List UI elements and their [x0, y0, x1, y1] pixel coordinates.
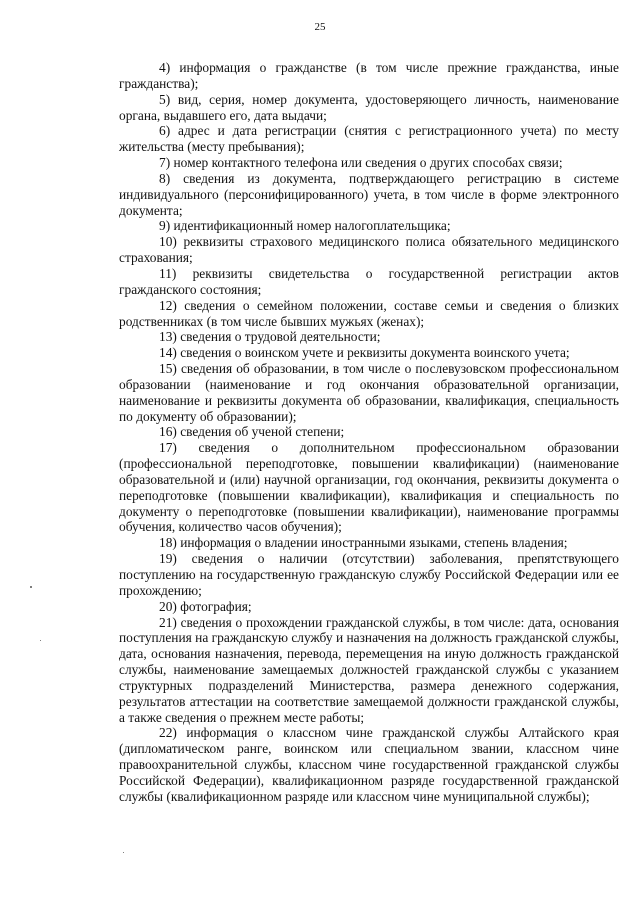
list-item: 7) номер контактного телефона или сведения о других способах связи;: [159, 155, 563, 171]
list-item: 20) фотография;: [159, 598, 252, 614]
list-item: 19) сведения о наличии (отсутствии) заболевания, препятствующего поступлению на государственную гражданскую службу Российской Федерации или ее прохождению;: [119, 551, 619, 598]
list-item: 4) информация о гражданстве (в том числе прежние гражданства, иные гражданства);: [119, 60, 619, 91]
list-item: 12) сведения о семейном положении, составе семьи и сведения о близких родственниках (в том числе бывших мужьях (женах);: [119, 297, 619, 329]
list-item: 16) сведения об ученой степени;: [159, 424, 345, 440]
list-item: 21) сведения о прохождении гражданской службы, в том числе: дата, основания поступления на гражданскую службу и назначения на должность гражданской службы, дата, основания назначения, перевода, перемещения на иную должность гражданской службы, наименование замещаемых должностей гражданской службы с указанием структурных подразделений Министерства, размера денежного содержания, результатов аттестации на соответствие замещаемой должности гражданской службы, а также сведения о прежнем месте работы;: [119, 614, 619, 725]
list-item: 13) сведения о трудовой деятельности;: [159, 329, 381, 345]
list-item: 11) реквизиты свидетельства о государственной регистрации актов гражданского состояния;: [119, 265, 619, 297]
list-item: 9) идентификационный номер налогоплательщика;: [159, 218, 451, 234]
list-item: 15) сведения об образовании, в том числе о послевузовском профессиональном образовании (наименование и год окончания образовательной организации, наименование и реквизиты документа об образовании, квалификация, специальность по документу об образовании);: [119, 361, 619, 424]
list-item: 17) сведения о дополнительном профессиональном образовании (профессиональной переподготовке, повышении квалификации) (наименование образовательной и (или) научной организации, год окончания, реквизиты документа о переподготовке (повышении квалификации), квалификация и специальность по документу о переподготовке (повышении квалификации), наименование программы обучения, количество часов обучения);: [119, 440, 619, 535]
list-item: 18) информация о владении иностранными языками, степень владения;: [159, 535, 568, 551]
scan-speck: [40, 640, 41, 641]
list-item: 8) сведения из документа, подтверждающего регистрацию в системе индивидуального (персонифицированного) учета, в том числе в форме электронного документа;: [119, 170, 619, 218]
list-item: 5) вид, серия, номер документа, удостоверяющего личность, наименование органа, выдавшего его, дата выдачи;: [119, 91, 619, 123]
list-item: 14) сведения о воинском учете и реквизиты документа воинского учета;: [159, 345, 570, 361]
scan-speck: [30, 586, 32, 588]
list-item: 6) адрес и дата регистрации (снятия с регистрационного учета) по месту жительства (месту пребывания);: [119, 123, 619, 155]
page-number: 25: [314, 21, 326, 33]
list-item: 22) информация о классном чине гражданской службы Алтайского края (дипломатическом ранге, воинском или специальном звании, классном чине правоохранительной службы, классном чине государственной гражданской службы Российской Федерации), квалификационном разряде государственной гражданской службы (квалификационном разряде или классном чине муниципальной службы);: [119, 725, 619, 804]
list-item: 10) реквизиты страхового медицинского полиса обязательного медицинского страхования;: [119, 234, 619, 266]
scan-speck: [123, 852, 124, 853]
document-body: [119, 60, 619, 805]
